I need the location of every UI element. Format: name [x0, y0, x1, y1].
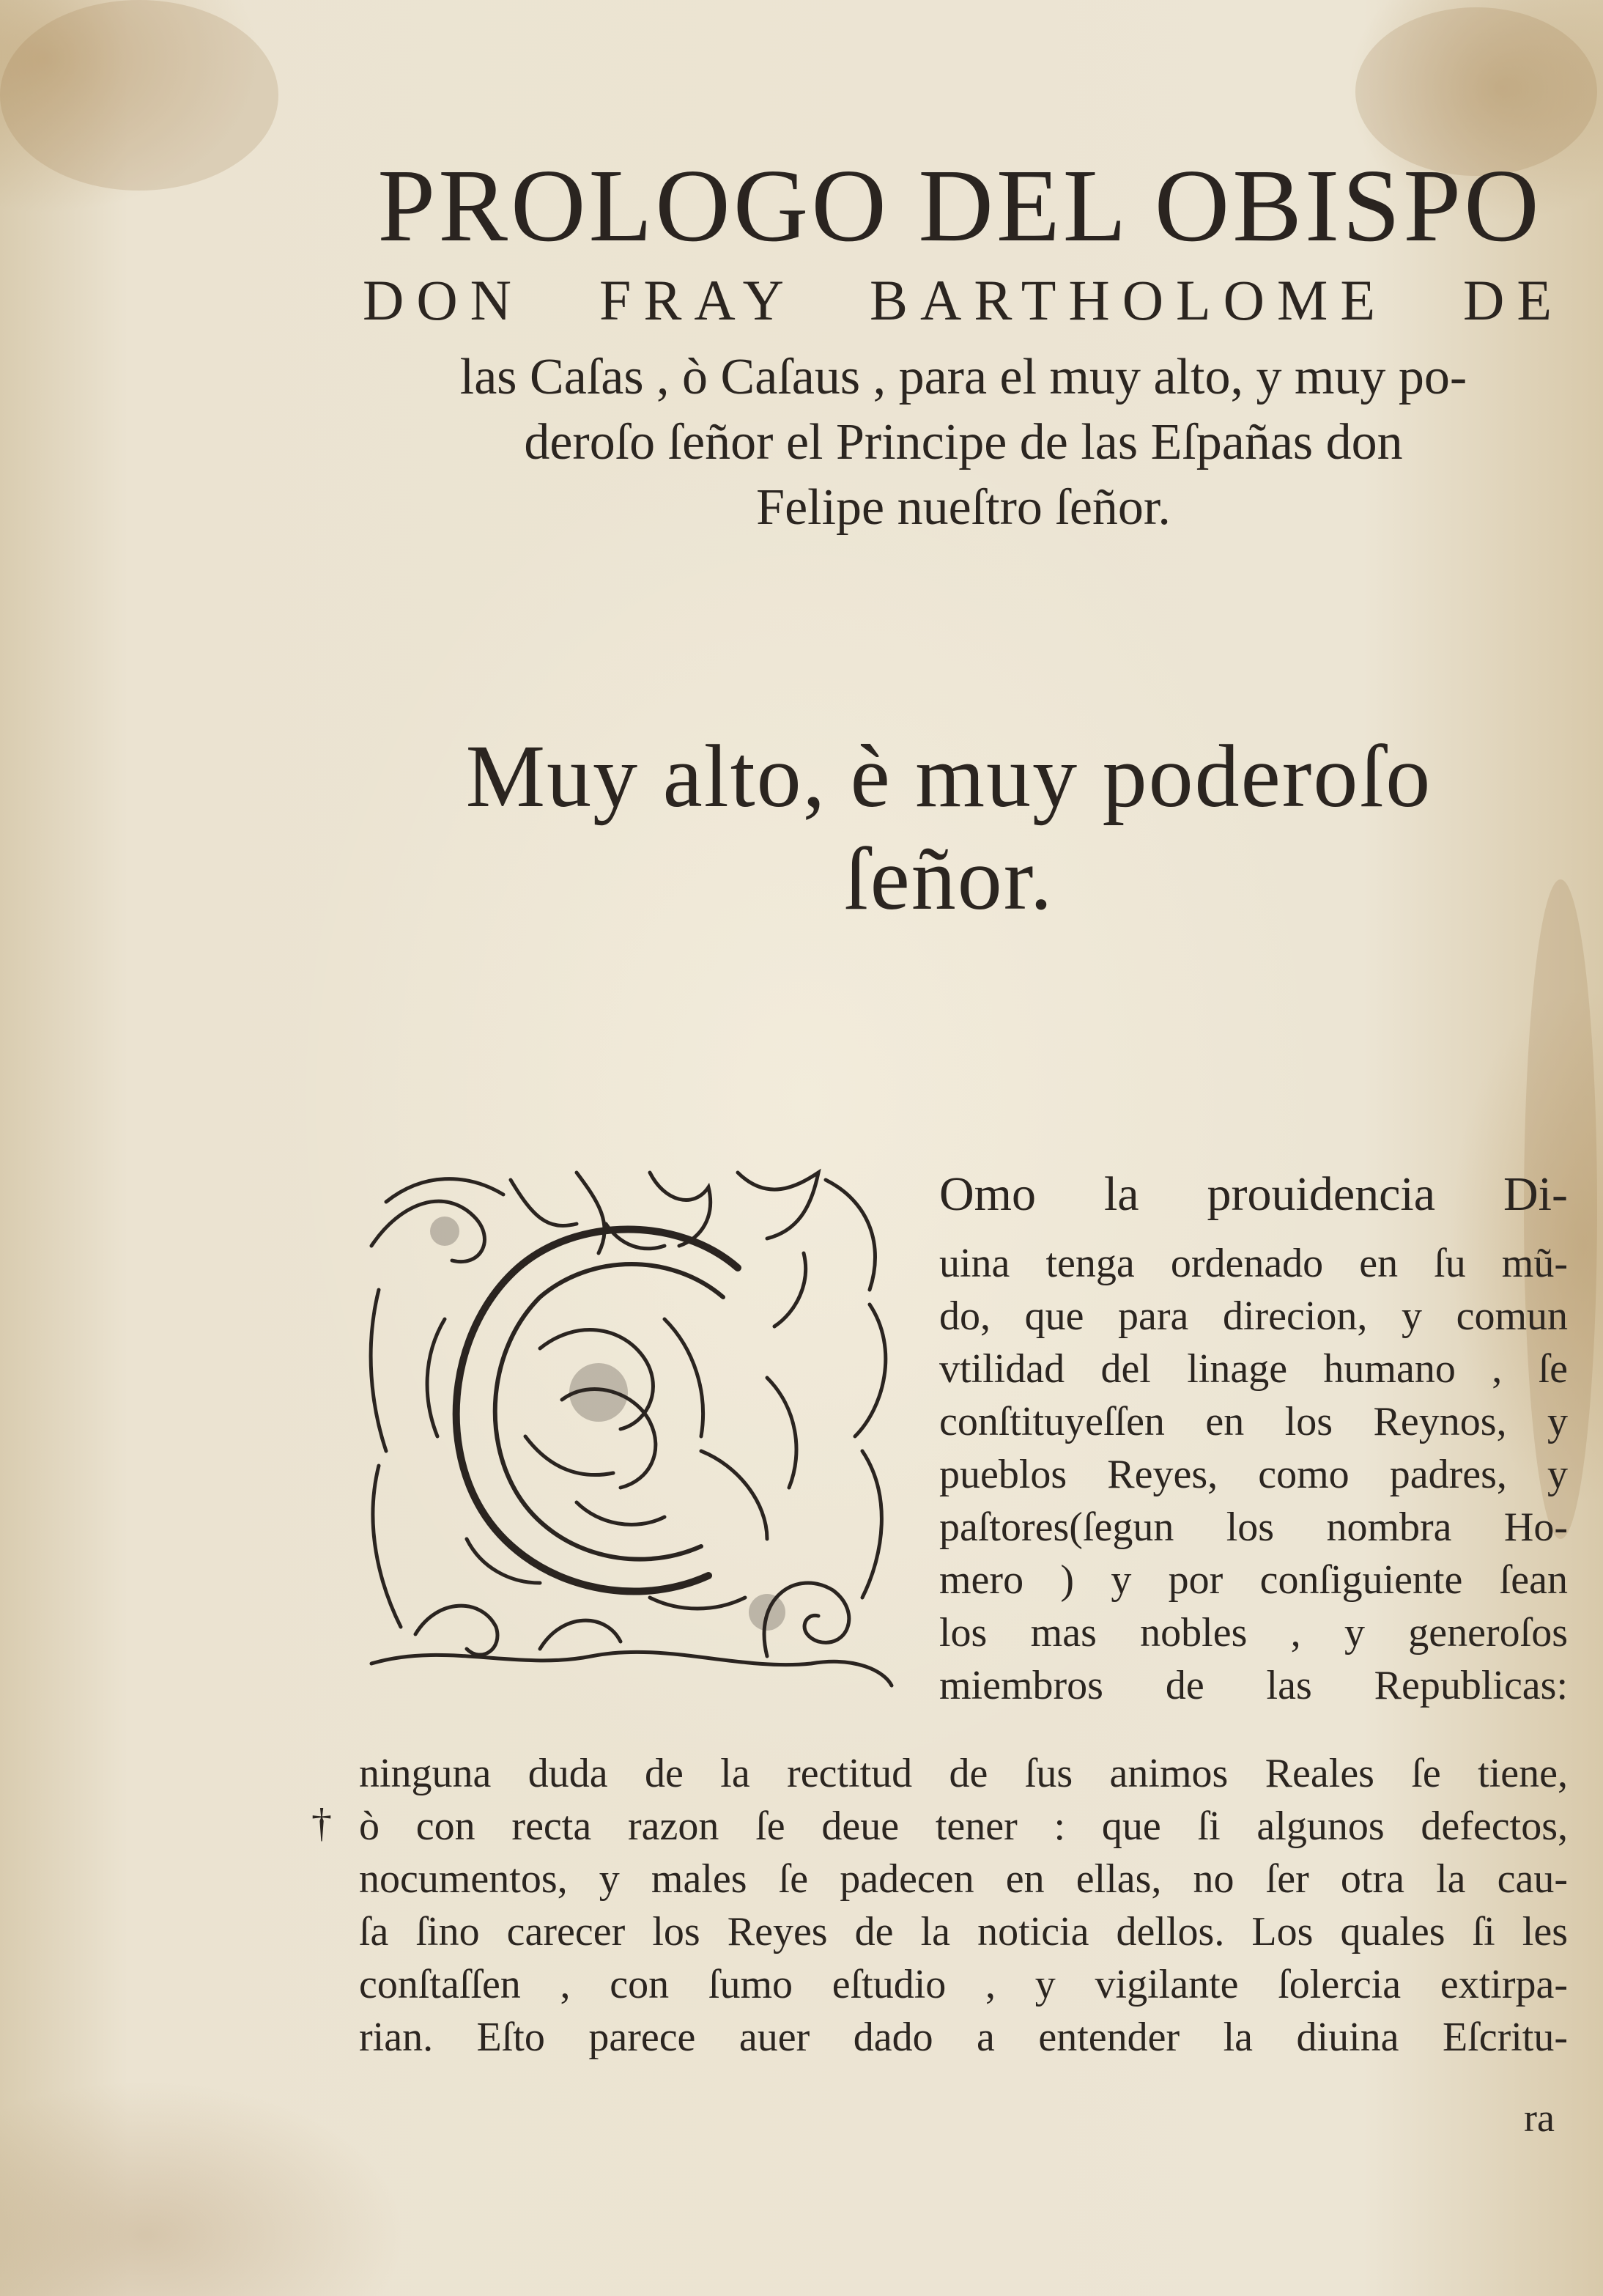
salutation-line: Muy alto, è muy poderoſo	[465, 727, 1432, 826]
decorated-initial	[357, 1158, 903, 1693]
subtitle-line: las Caſas , ò Caſaus , para el muy alto, y muy po-	[459, 349, 1467, 405]
text-line: nocumentos, y males ſe padecen en ellas, no ſer otra la cau-	[359, 1856, 1568, 1902]
catchword: ra	[1524, 2096, 1555, 2140]
subtitle-line: Felipe nueſtro ſeñor.	[756, 479, 1171, 536]
woodcut-initial-c-icon	[357, 1158, 903, 1693]
subtitle	[363, 344, 1564, 540]
text-line: mero ) y por conſiguiente ſean	[939, 1557, 1568, 1603]
subtitle-line: deroſo ſeñor el Principe de las Eſpañas don	[524, 414, 1403, 470]
text-line: ninguna duda de la rectitud de ſus animos Reales ſe tiene,	[359, 1751, 1568, 1796]
text-line: pueblos Reyes, como padres, y	[939, 1452, 1568, 1497]
salutation	[330, 726, 1568, 931]
text-line: do, que para direcion, y comun	[939, 1293, 1568, 1339]
salutation-line: ſeñor.	[843, 830, 1054, 929]
marginal-dagger: †	[311, 1801, 332, 1846]
page-title-author: DON FRAY BARTHOLOME DE	[363, 268, 1564, 332]
text-line: ò con recta razon ſe deue tener : que ſi algunos defectos,	[359, 1804, 1568, 1849]
stain	[0, 0, 278, 191]
text-line: uina tenga ordenado en ſu mũ-	[939, 1241, 1568, 1286]
text-line: rian. Eſto parece auer dado a entender la diuina Eſcritu-	[359, 2015, 1568, 2060]
text-line: miembros de las Republicas:	[939, 1663, 1568, 1708]
text-line: los mas nobles , y generoſos	[939, 1610, 1568, 1655]
text-line: conſtaſſen , con ſumo eſtudio , y vigilante ſolercia extirpa-	[359, 1962, 1568, 2007]
text-line: conſtituyeſſen en los Reynos, y	[939, 1399, 1568, 1444]
text-line: ſa ſino carecer los Reyes de la noticia dellos. Los quales ſi les	[359, 1909, 1568, 1954]
page-title: PROLOGO DEL OBISPO	[377, 147, 1542, 263]
text-line: vtilidad del linage humano , ſe	[939, 1346, 1568, 1392]
text-line: Omo la prouidencia Di-	[939, 1167, 1568, 1221]
text-line: paſtores(ſegun los nombra Ho-	[939, 1505, 1568, 1550]
